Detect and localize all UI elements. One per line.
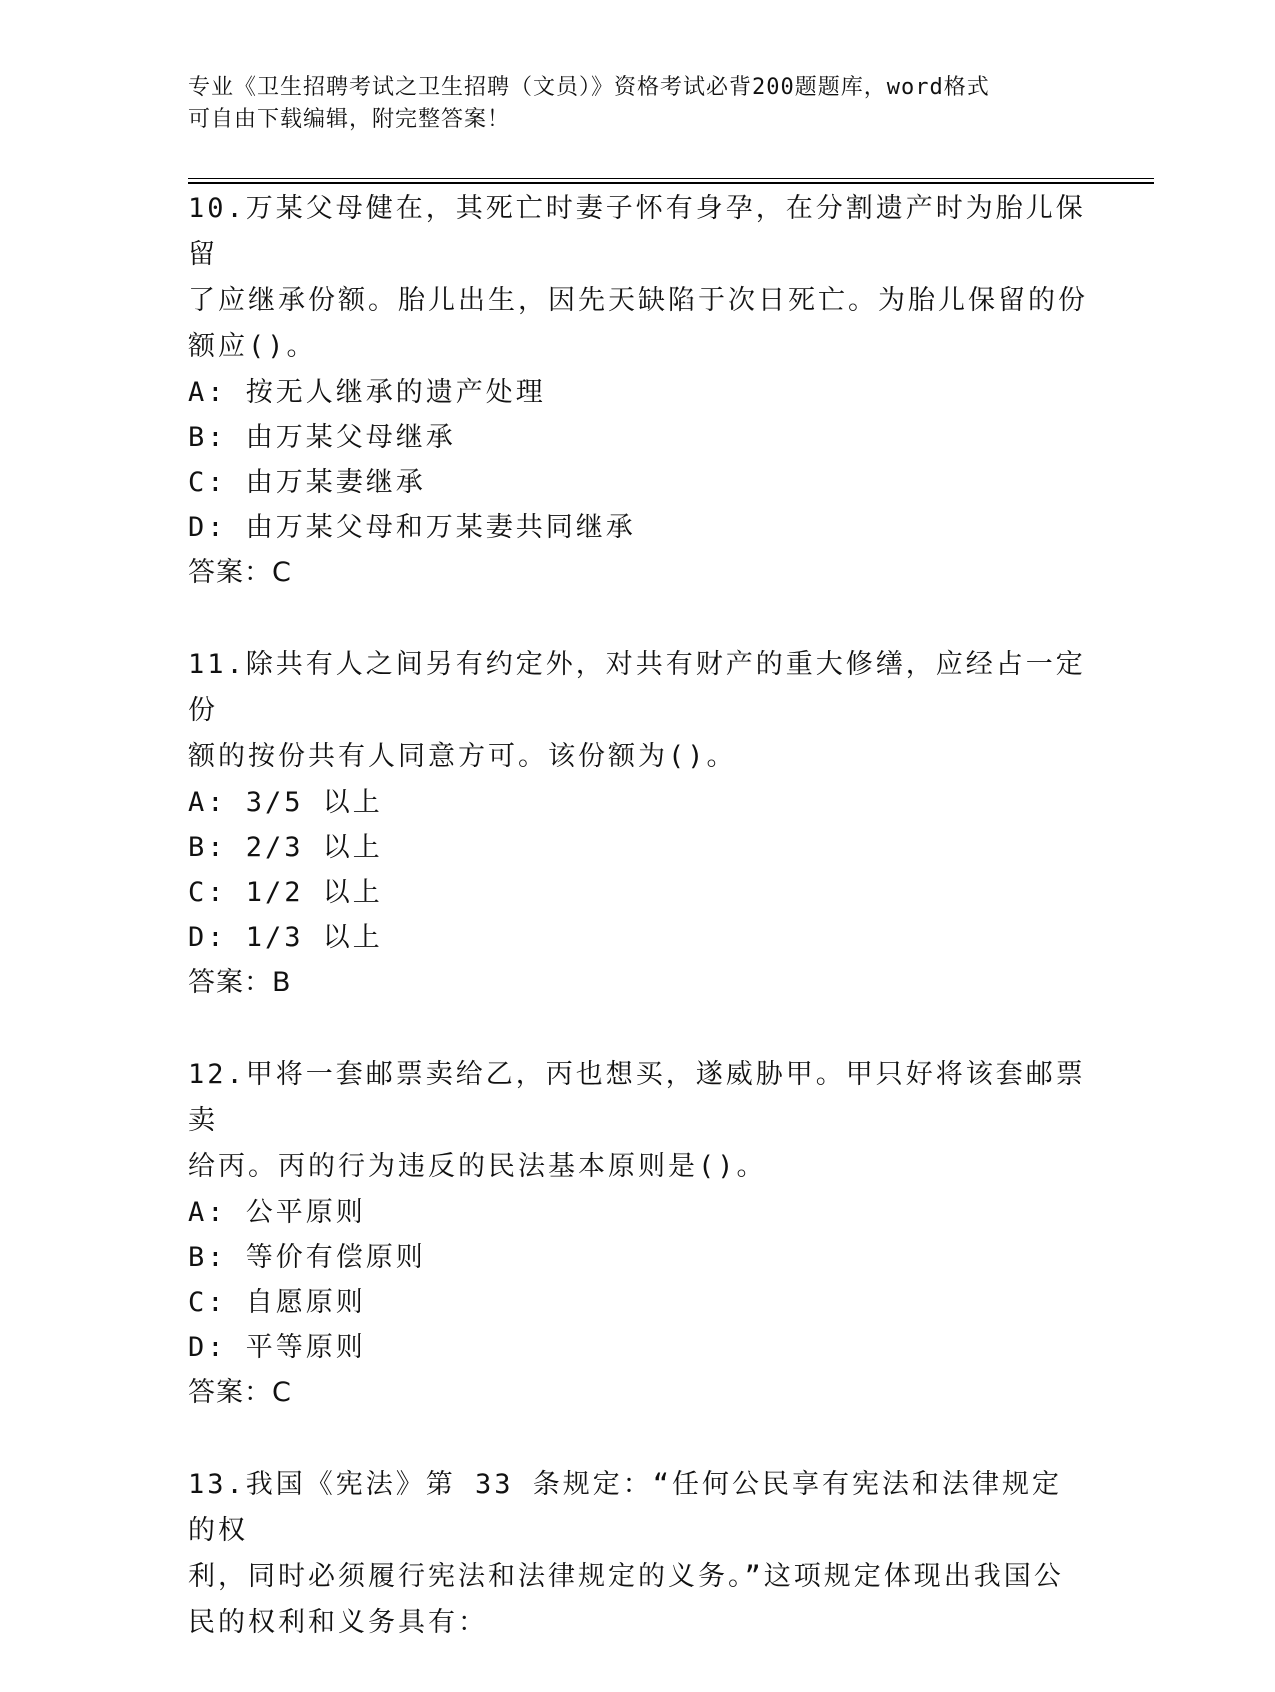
- option-a: A: 按无人继承的遗产处理: [188, 377, 546, 408]
- question-text-line: 12.甲将一套邮票卖给乙，丙也想买，遂威胁甲。甲只好将该套邮票卖: [188, 1059, 1086, 1136]
- header-divider-thin: [188, 178, 1154, 179]
- question-11: [188, 642, 1088, 1006]
- header-line-1: 专业《卫生招聘考试之卫生招聘（文员）》资格考试必背200题题库，word格式: [188, 75, 990, 100]
- answer-line: 答案：C: [188, 1377, 292, 1408]
- question-text-line: 10.万某父母健在，其死亡时妻子怀有身孕，在分割遗产时为胎儿保留: [188, 193, 1086, 270]
- question-10: [188, 186, 1088, 596]
- question-text-line: 民的权利和义务具有：: [188, 1607, 488, 1638]
- option-c: C: 1/2 以上: [188, 877, 383, 908]
- question-text-line: 了应继承份额。胎儿出生，因先天缺陷于次日死亡。为胎儿保留的份: [188, 285, 1088, 316]
- option-b: B: 2/3 以上: [188, 832, 383, 863]
- option-b: B: 等价有偿原则: [188, 1242, 426, 1273]
- document-header: [188, 72, 1068, 136]
- option-b: B: 由万某父母继承: [188, 422, 456, 453]
- option-c: C: 自愿原则: [188, 1287, 366, 1318]
- question-12: [188, 1052, 1088, 1416]
- option-a: A: 公平原则: [188, 1197, 366, 1228]
- option-d: D: 由万某父母和万某妻共同继承: [188, 512, 636, 543]
- question-text-line: 额的按份共有人同意方可。该份额为()。: [188, 741, 737, 772]
- answer-line: 答案：C: [188, 557, 292, 588]
- question-text-line: 13.我国《宪法》第 33 条规定：“任何公民享有宪法和法律规定的权: [188, 1469, 1063, 1546]
- option-d: D: 1/3 以上: [188, 922, 383, 953]
- header-line-2: 可自由下载编辑，附完整答案！: [188, 107, 511, 132]
- question-text-line: 利，同时必须履行宪法和法律规定的义务。”这项规定体现出我国公: [188, 1561, 1064, 1592]
- option-d: D: 平等原则: [188, 1332, 366, 1363]
- question-text-line: 额应()。: [188, 331, 317, 362]
- question-list: [188, 186, 1088, 1692]
- question-13: [188, 1462, 1088, 1646]
- option-c: C: 由万某妻继承: [188, 467, 426, 498]
- question-text-line: 11.除共有人之间另有约定外，对共有财产的重大修缮，应经占一定份: [188, 649, 1086, 726]
- header-divider-thick: [188, 182, 1154, 184]
- answer-line: 答案：B: [188, 967, 292, 998]
- option-a: A: 3/5 以上: [188, 787, 383, 818]
- question-text-line: 给丙。丙的行为违反的民法基本原则是()。: [188, 1151, 767, 1182]
